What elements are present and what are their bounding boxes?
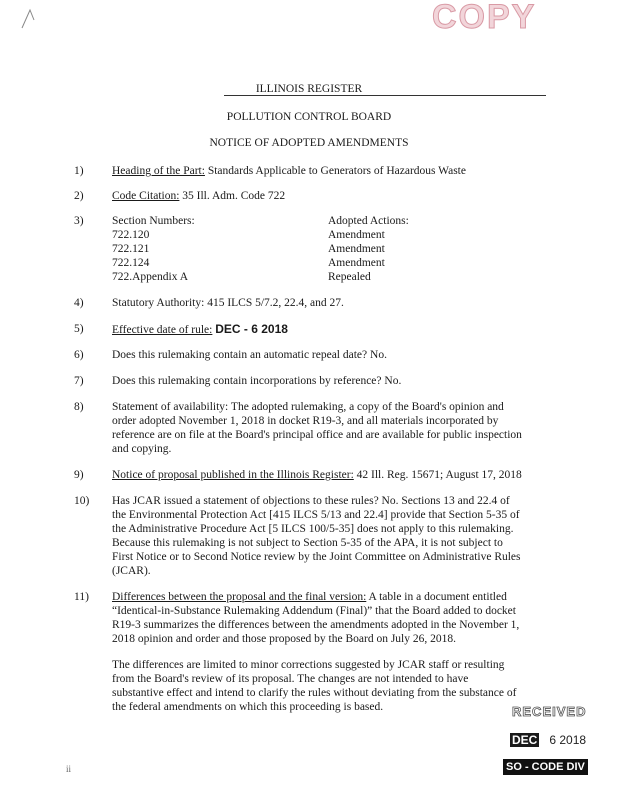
section-numbers-header: Section Numbers: bbox=[112, 215, 195, 227]
item-3-number: 3) bbox=[74, 215, 84, 227]
item-10-line: Has JCAR issued a statement of objections to these rules? No. Sections 13 and 22.4 of bbox=[112, 495, 510, 507]
item-9-label: Notice of proposal published in the Illinois Register: bbox=[112, 469, 354, 481]
item-2-number: 2) bbox=[74, 190, 84, 202]
item-11-label: Differences between the proposal and the final version: bbox=[112, 591, 367, 603]
notice-title: NOTICE OF ADOPTED AMENDMENTS bbox=[209, 137, 409, 149]
item-11-para2-line: substantive effect and intend to clarify the rules without deviating from the substance of bbox=[112, 687, 517, 699]
item-9 bbox=[112, 468, 544, 482]
item-1-number: 1) bbox=[74, 165, 84, 177]
item-8-line: reference are on file at the Board's principal office and are available for public inspection bbox=[112, 429, 522, 441]
item-11-para2-line: The differences are limited to minor corrections suggested by JCAR staff or resulting bbox=[112, 659, 505, 671]
item-11-line: R19-3 summarizes the differences between the amendments adopted in the November 1, bbox=[112, 619, 520, 631]
item-11-line: “Identical-in-Substance Rulemaking Addendum (Final)” that the Board added to docket bbox=[112, 605, 516, 617]
item-7-number: 7) bbox=[74, 375, 84, 387]
section-row: 722.124 bbox=[112, 257, 150, 269]
item-2-label: Code Citation: bbox=[112, 190, 180, 202]
corner-scan-mark-icon bbox=[20, 8, 40, 30]
item-11-number: 11) bbox=[74, 591, 89, 603]
item-8-number: 8) bbox=[74, 401, 84, 413]
register-title: ILLINOIS REGISTER bbox=[255, 83, 363, 95]
item-5 bbox=[112, 322, 544, 337]
item-8-line: Statement of availability: The adopted rulemaking, a copy of the Board's opinion and bbox=[112, 401, 504, 413]
action-row: Amendment bbox=[328, 243, 385, 255]
item-10-line: (JCAR). bbox=[112, 565, 151, 577]
item-1-label: Heading of the Part: bbox=[112, 165, 205, 177]
item-11-line: 2018 opinion and order and those proposed by the Board on July 26, 2018. bbox=[112, 633, 456, 645]
section-row: 722.121 bbox=[112, 243, 150, 255]
section-row: 722.120 bbox=[112, 229, 150, 241]
received-stamp: RECEIVED bbox=[512, 704, 587, 719]
item-6-text: Does this rulemaking contain an automatic repeal date? No. bbox=[112, 349, 387, 361]
item-11-para2-line: from the Board's review of its proposal. The changes are not intended to have bbox=[112, 673, 469, 685]
received-month: DEC bbox=[512, 733, 538, 747]
item-1 bbox=[112, 164, 544, 178]
item-11-first-line bbox=[112, 590, 507, 604]
received-date: 6 2018 bbox=[549, 733, 587, 747]
item-7-text: Does this rulemaking contain incorporations by reference? No. bbox=[112, 375, 402, 387]
action-row: Amendment bbox=[328, 229, 385, 241]
item-6-number: 6) bbox=[74, 349, 84, 361]
item-1-text: Standards Applicable to Generators of Hazardous Waste bbox=[204, 165, 466, 177]
item-8-line: order adopted November 1, 2018 in docket R19-3, and all materials incorporated by bbox=[112, 415, 499, 427]
board-title: POLLUTION CONTROL BOARD bbox=[226, 111, 392, 123]
item-10-line: the Administrative Procedure Act [5 ILCS 100/5-35] does not apply to this rulemaking. bbox=[112, 523, 514, 535]
item-10-line: the Environmental Protection Act [415 ILCS 5/13 and 22.4] provide that Section 5-35 of bbox=[112, 509, 520, 521]
received-date-stamp bbox=[510, 733, 586, 747]
item-5-label: Effective date of rule: bbox=[112, 324, 213, 336]
copy-stamp: COPY bbox=[432, 0, 537, 36]
so-code-stamp: SO - CODE DIV bbox=[503, 759, 588, 775]
item-9-number: 9) bbox=[74, 469, 84, 481]
item-11-para2-line: the federal amendments on which this proceeding is based. bbox=[112, 701, 384, 713]
action-row: Repealed bbox=[328, 271, 371, 283]
item-8-line: and copying. bbox=[112, 443, 172, 455]
item-4-text: Statutory Authority: 415 ILCS 5/7.2, 22.4, and 27. bbox=[112, 297, 344, 309]
item-10-line: Because this rulemaking is not subject to Section 5-35 of the APA, it is not subject to bbox=[112, 537, 503, 549]
item-10-number: 10) bbox=[74, 495, 90, 507]
section-row: 722.Appendix A bbox=[112, 271, 189, 283]
item-11-first-rest: A table in a document entitled bbox=[366, 591, 507, 603]
item-4-number: 4) bbox=[74, 297, 84, 309]
adopted-actions-header: Adopted Actions: bbox=[328, 215, 409, 227]
action-row: Amendment bbox=[328, 257, 385, 269]
item-9-text: 42 Ill. Reg. 15671; August 17, 2018 bbox=[353, 469, 522, 481]
item-5-number: 5) bbox=[74, 323, 84, 335]
item-2 bbox=[112, 189, 544, 203]
effective-date-stamp: DEC - 6 2018 bbox=[215, 322, 288, 336]
header-rule bbox=[224, 95, 546, 96]
item-2-text: 35 Ill. Adm. Code 722 bbox=[179, 190, 286, 202]
page-number: ii bbox=[66, 764, 72, 774]
item-10-line: First Notice or to Second Notice review by the Joint Committee on Administrative Rules bbox=[112, 551, 521, 563]
